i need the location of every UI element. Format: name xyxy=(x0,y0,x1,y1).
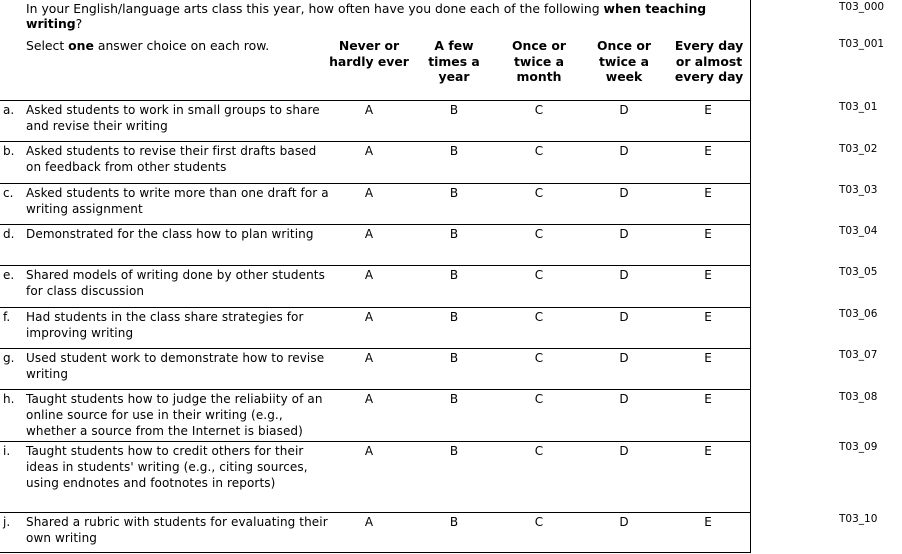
answer-choice-e[interactable]: E xyxy=(704,351,712,365)
answer-choice-c[interactable]: C xyxy=(534,227,544,241)
column-header-few-times-year: A few times a year xyxy=(428,38,480,84)
row-statement: Asked students to revise their first drafts based on feedback from other students xyxy=(26,144,317,174)
answer-choice-a[interactable]: A xyxy=(364,310,374,324)
question-code: T03_000 xyxy=(839,1,885,13)
question-emphasis: when teaching writing xyxy=(26,1,707,31)
question-row xyxy=(0,512,751,554)
row-statement: Asked students to work in small groups to share and revise their writing xyxy=(26,103,320,133)
question-suffix: ? xyxy=(75,16,83,31)
row-letter: g. xyxy=(3,351,15,365)
question-row xyxy=(0,389,751,441)
answer-choice-c[interactable]: C xyxy=(534,186,544,200)
answer-choice-c[interactable]: C xyxy=(534,392,544,406)
row-code: T03_06 xyxy=(839,308,878,320)
row-statement: Used student work to demonstrate how to revise writing xyxy=(26,351,325,381)
answer-choice-e[interactable]: E xyxy=(704,392,712,406)
instruction-code: T03_001 xyxy=(839,38,885,50)
answer-choice-a[interactable]: A xyxy=(364,515,374,529)
row-statement: Taught students how to credit others for their ideas in students' writing (e.g., citing sources, using endnotes and footnotes in reports) xyxy=(26,444,308,490)
row-code: T03_02 xyxy=(839,143,878,155)
row-letter: j. xyxy=(3,515,11,529)
answer-choice-a[interactable]: A xyxy=(364,268,374,282)
question-row xyxy=(0,265,751,307)
answer-choice-b[interactable]: B xyxy=(449,227,459,241)
question-row xyxy=(0,441,751,512)
row-statement: Demonstrated for the class how to plan writing xyxy=(26,227,314,241)
answer-choice-d[interactable]: D xyxy=(619,310,629,324)
answer-choice-b[interactable]: B xyxy=(449,186,459,200)
answer-choice-b[interactable]: B xyxy=(449,392,459,406)
answer-choice-e[interactable]: E xyxy=(704,444,712,458)
answer-choice-d[interactable]: D xyxy=(619,515,629,529)
answer-choice-e[interactable]: E xyxy=(704,103,712,117)
answer-choice-b[interactable]: B xyxy=(449,310,459,324)
question-row xyxy=(0,307,751,348)
question-row xyxy=(0,100,751,141)
answer-choice-d[interactable]: D xyxy=(619,268,629,282)
instruction-emphasis: one xyxy=(68,38,94,53)
answer-choice-d[interactable]: D xyxy=(619,227,629,241)
row-code: T03_01 xyxy=(839,101,878,113)
answer-choice-c[interactable]: C xyxy=(534,144,544,158)
row-code: T03_08 xyxy=(839,391,878,403)
row-statement: Asked students to write more than one draft for a writing assignment xyxy=(26,186,329,216)
answer-choice-e[interactable]: E xyxy=(704,515,712,529)
row-letter: d. xyxy=(3,227,15,241)
instruction-suffix: answer choice on each row. xyxy=(93,38,270,53)
answer-choice-d[interactable]: D xyxy=(619,144,629,158)
question-row xyxy=(0,183,751,224)
question-prefix: In your English/language arts class this year, how often have you done each of the following xyxy=(26,1,604,16)
answer-choice-e[interactable]: E xyxy=(704,227,712,241)
answer-choice-b[interactable]: B xyxy=(449,103,459,117)
row-code: T03_10 xyxy=(839,513,878,525)
answer-choice-e[interactable]: E xyxy=(704,186,712,200)
row-code: T03_04 xyxy=(839,225,878,237)
row-code: T03_05 xyxy=(839,266,878,278)
answer-choice-a[interactable]: A xyxy=(364,103,374,117)
row-statement: Had students in the class share strategies for improving writing xyxy=(26,310,304,340)
answer-choice-a[interactable]: A xyxy=(364,144,374,158)
answer-choice-a[interactable]: A xyxy=(364,351,374,365)
answer-choice-b[interactable]: B xyxy=(449,444,459,458)
answer-choice-a[interactable]: A xyxy=(364,186,374,200)
answer-choice-a[interactable]: A xyxy=(364,392,374,406)
answer-choice-d[interactable]: D xyxy=(619,186,629,200)
column-header-every-day: Every day or almost every day xyxy=(674,38,744,84)
row-statement: Shared a rubric with students for evaluating their own writing xyxy=(26,515,328,545)
answer-choice-b[interactable]: B xyxy=(449,351,459,365)
answer-choice-a[interactable]: A xyxy=(364,444,374,458)
answer-choice-c[interactable]: C xyxy=(534,310,544,324)
instruction-text xyxy=(26,38,269,53)
answer-choice-e[interactable]: E xyxy=(704,268,712,282)
column-header-never: Never or hardly ever xyxy=(329,38,409,69)
answer-choice-b[interactable]: B xyxy=(449,268,459,282)
answer-choice-c[interactable]: C xyxy=(534,268,544,282)
column-header-once-twice-month: Once or twice a month xyxy=(511,38,567,84)
row-letter: h. xyxy=(3,392,15,406)
answer-choice-c[interactable]: C xyxy=(534,103,544,117)
answer-choice-b[interactable]: B xyxy=(449,144,459,158)
question-row xyxy=(0,224,751,265)
answer-choice-e[interactable]: E xyxy=(704,310,712,324)
column-header-once-twice-week: Once or twice a week xyxy=(596,38,652,84)
question-row xyxy=(0,141,751,183)
answer-choice-b[interactable]: B xyxy=(449,515,459,529)
row-code: T03_07 xyxy=(839,349,878,361)
row-statement: Shared models of writing done by other students for class discussion xyxy=(26,268,325,298)
row-letter: e. xyxy=(3,268,15,282)
row-letter: i. xyxy=(3,444,11,458)
row-code: T03_03 xyxy=(839,184,878,196)
question-header xyxy=(0,0,751,100)
answer-choice-c[interactable]: C xyxy=(534,444,544,458)
row-letter: a. xyxy=(3,103,15,117)
answer-choice-c[interactable]: C xyxy=(534,515,544,529)
answer-choice-d[interactable]: D xyxy=(619,103,629,117)
question-text xyxy=(26,1,746,31)
answer-choice-d[interactable]: D xyxy=(619,392,629,406)
row-statement: Taught students how to judge the reliabiity of an online source for use in their writing (e.g., whether a source from the Internet is biased) xyxy=(26,392,323,438)
question-row xyxy=(0,348,751,389)
answer-choice-a[interactable]: A xyxy=(364,227,374,241)
answer-choice-c[interactable]: C xyxy=(534,351,544,365)
answer-choice-d[interactable]: D xyxy=(619,444,629,458)
row-letter: c. xyxy=(3,186,14,200)
answer-choice-e[interactable]: E xyxy=(704,144,712,158)
answer-choice-d[interactable]: D xyxy=(619,351,629,365)
row-code: T03_09 xyxy=(839,441,878,453)
instruction-prefix: Select xyxy=(26,38,69,53)
row-letter: b. xyxy=(3,144,15,158)
row-letter: f. xyxy=(3,310,11,324)
